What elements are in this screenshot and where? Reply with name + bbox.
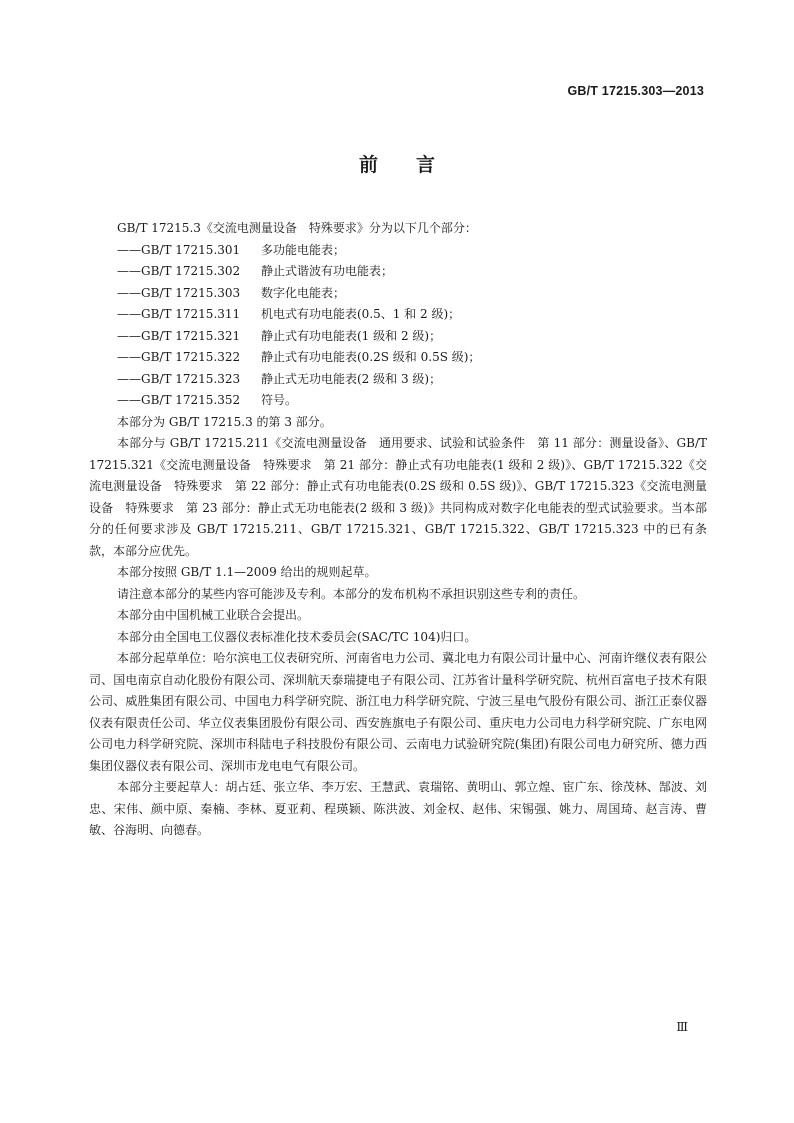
list-item: —— GB/T 17215.323 静止式无功电能表(2 级和 3 级)； — [117, 371, 442, 386]
paragraph-proposed-by: 本部分由中国机械工业联合会提出。 — [117, 608, 310, 622]
list-item: —— GB/T 17215.301 多功能电能表； — [117, 242, 346, 257]
page-title: 前 言 — [358, 154, 435, 176]
list-item: —— GB/T 17215.352 符号。 — [117, 393, 298, 407]
paragraph-patent-notice: 请注意本部分的某些内容可能涉及专利。本部分的发布机构不承担识别这些专利的责任。 — [117, 586, 586, 601]
list-item: —— GB/T 17215.302 静止式谐波有功电能表； — [117, 264, 394, 278]
paragraph-committee: 本部分由全国电工仪器仪表标准化技术委员会(SAC/TC 104)归口。 — [117, 629, 477, 644]
list-item: —— GB/T 17215.303 数字化电能表； — [117, 285, 346, 300]
list-item: —— GB/T 17215.311 机电式有功电能表(0.5、1 和 2 级)； — [117, 307, 461, 321]
intro-paragraph: GB/T 17215.3《交流电测量设备 特殊要求》分为以下几个部分： — [117, 221, 477, 235]
foreword-body — [89, 218, 707, 842]
paragraph-drafters: 本部分主要起草人：胡占廷、张立华、李万宏、王慧武、袁瑞铭、黄明山、郭立煌、宦广东、徐茂林、郜波、刘忠、宋伟、颜中原、秦楠、李林、夏亚莉、程瑛颖、陈洪波、刘金权、赵伟、宋锡强、姚力、周国琦、赵言涛、曹敏、谷海明、向德春。 — [89, 780, 707, 837]
paragraph-drafting-rules: 本部分按照 GB/T 1.1—2009 给出的规则起草。 — [117, 565, 377, 579]
standard-id: GB/T 17215.303—2013 — [567, 84, 704, 98]
parts-list — [89, 240, 707, 412]
paragraph-relation: 本部分与 GB/T 17215.211《交流电测量设备 通用要求、试验和试验条件 第 11 部分：测量设备》、GB/T 17215.321《交流电测量设备 特殊要求 第 21 部分：静止式有功电能表(1 级和 2 级)》、GB/T 17215.322《交流电测量设备 特殊要求 第 22 部分：静止式有功电能表(0.2S 级和 0.5S 级)》、GB/T 17215.323《交流电测量设备 特殊要求 第 23 部分：静止式无功电能表(2 级和 3 级)》共同构成对数字化电能表的型式试验要求。当本部分的任何要求涉及 GB/T 17215.211、GB/T 17215.321、GB/T 17215.322、GB/T 17215.323 中的已有条款，本部分应优先。 — [89, 436, 707, 558]
paragraph-part-number: 本部分为 GB/T 17215.3 的第 3 部分。 — [117, 414, 332, 429]
list-item: —— GB/T 17215.321 静止式有功电能表(1 级和 2 级)； — [117, 328, 442, 343]
page-number: Ⅲ — [676, 1020, 688, 1034]
list-item: —— GB/T 17215.322 静止式有功电能表(0.2S 级和 0.5S 级)； — [117, 350, 481, 364]
paragraph-drafting-units: 本部分起草单位：哈尔滨电工仪表研究所、河南省电力公司、冀北电力有限公司计量中心、河南许继仪表有限公司、国电南京自动化股份有限公司、深圳航天泰瑞捷电子有限公司、江苏省计量科学研究院、杭州百富电子技术有限公司、威胜集团有限公司、中国电力科学研究院、浙江电力科学研究院、宁波三星电气股份有限公司、浙江正泰仪器仪表有限责任公司、华立仪表集团股份有限公司、西安旌旗电子有限公司、重庆电力公司电力科学研究院、广东电网公司电力科学研究院、深圳市科陆电子科技股份有限公司、云南电力试验研究院(集团)有限公司电力研究所、德力西集团仪器仪表有限公司、深圳市龙电电气有限公司。 — [89, 651, 707, 773]
